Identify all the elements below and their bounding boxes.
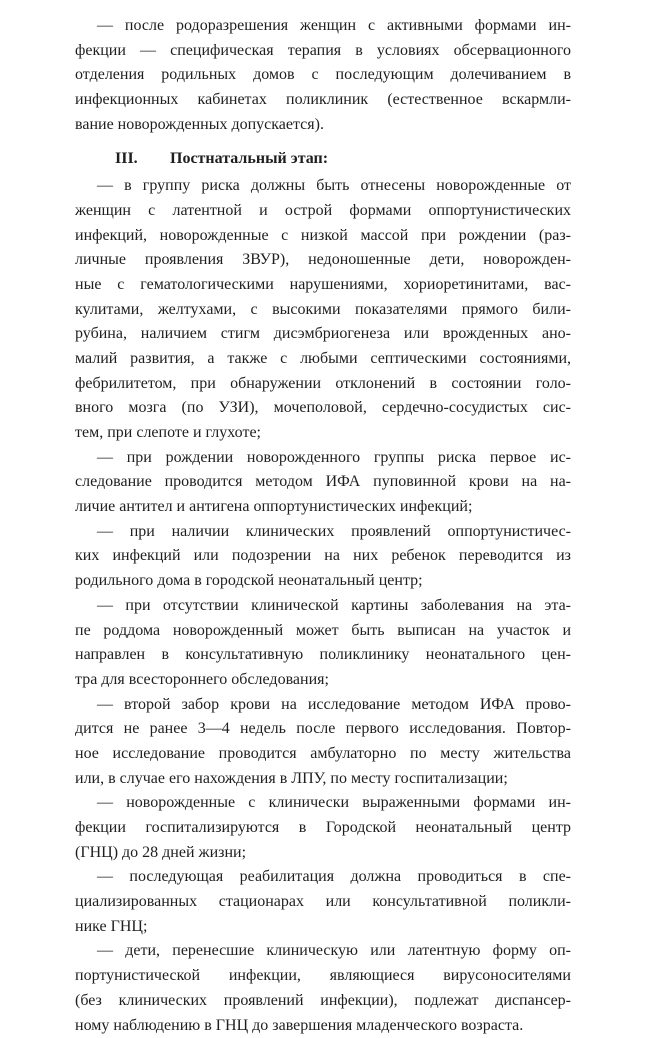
paragraph-transfer [75, 520, 571, 594]
text-line: личные проявления ЗВУР), недоношенные дети, новорожден- [75, 248, 571, 273]
text-line: — при рождении новорожденного группы риска первое ис- [75, 446, 571, 471]
text-line: — второй забор крови на исследование методом ИФА прово- [75, 693, 571, 718]
section-title: Постнатальный этап: [170, 147, 328, 172]
text-line: циализированных стационарах или консультативной поликли- [75, 890, 571, 915]
paragraph-second-test [75, 693, 571, 792]
text-line: дится не ранее 3—4 недель после первого исследования. Повтор- [75, 717, 571, 742]
text-line: фебрилитетом, при обнаружении отклонений в состоянии голо- [75, 372, 571, 397]
text-line: ные с гематологическими нарушениями, хориоретинитами, вас- [75, 273, 571, 298]
text-line: инфекций, новорожденные с низкой массой при рождении (раз- [75, 224, 571, 249]
text-line: кулитами, желтухами, с высокими показателями прямого били- [75, 298, 571, 323]
text-line: направлен в консультативную поликлинику неонатального цен- [75, 643, 571, 668]
paragraph-risk-group [75, 174, 571, 446]
text-line: портунистической инфекции, являющиеся вирусоносителями [75, 964, 571, 989]
text-line: тра для всестороннего обследования; [75, 668, 571, 693]
text-line: женщин с латентной и острой формами оппортунистических [75, 199, 571, 224]
text-line: — в группу риска должны быть отнесены новорожденные от [75, 174, 571, 199]
section-number: III. [115, 147, 138, 172]
text-line: — дети, перенесшие клиническую или латентную форму оп- [75, 939, 571, 964]
paragraph-discharge [75, 594, 571, 693]
text-line: личие антител и антигена оппортунистических инфекций; [75, 495, 571, 520]
text-line: рубина, наличием стигм дисэмбриогенеза или врожденных ано- [75, 322, 571, 347]
text-line: (без клинических проявлений инфекции), подлежат диспансер- [75, 989, 571, 1014]
paragraph-dispensary [75, 939, 571, 1038]
text-line: родильного дома в городской неонатальный центр; [75, 569, 571, 594]
text-line: — новорожденные с клинически выраженными формами ин- [75, 791, 571, 816]
text-line: или, в случае его нахождения в ЛПУ, по месту госпитализации; [75, 767, 571, 792]
text-line: нике ГНЦ; [75, 915, 571, 940]
text-line: фекции — специфическая терапия в условиях обсервационного [75, 39, 571, 64]
page-text [75, 14, 571, 1038]
text-line: ному наблюдению в ГНЦ до завершения младенческого возраста. [75, 1014, 571, 1038]
text-line: инфекционных кабинетах поликлиник (естественное вскармли- [75, 88, 571, 113]
text-line: вного мозга (по УЗИ), мочеполовой, сердечно-сосудистых сис- [75, 396, 571, 421]
text-line: — при отсутствии клинической картины заболевания на эта- [75, 594, 571, 619]
text-line: малий развития, а также с любыми септическими состояниями, [75, 347, 571, 372]
text-line: фекции госпитализируются в Городской неонатальный центр [75, 816, 571, 841]
text-line: — при наличии клинических проявлений оппортунистичес- [75, 520, 571, 545]
paragraph-hospitalization [75, 791, 571, 865]
text-line: ное исследование проводится амбулаторно по месту жительства [75, 742, 571, 767]
text-line: — последующая реабилитация должна проводиться в спе- [75, 865, 571, 890]
text-line: следование проводится методом ИФА пуповинной крови на на- [75, 470, 571, 495]
text-line: ких инфекций или подозрении на них ребенок переводится из [75, 544, 571, 569]
paragraph-rehabilitation [75, 865, 571, 939]
text-line: тем, при слепоте и глухоте; [75, 421, 571, 446]
section-heading [75, 147, 571, 172]
intro-paragraph [75, 14, 571, 137]
text-line: вание новорожденных допускается). [75, 113, 571, 138]
text-line: пе роддома новорожденный может быть выписан на участок и [75, 619, 571, 644]
text-line: — после родоразрешения женщин с активными формами ин- [75, 14, 571, 39]
paragraph-first-test [75, 446, 571, 520]
text-line: (ГНЦ) до 28 дней жизни; [75, 841, 571, 866]
text-line: отделения родильных домов с последующим долечиванием в [75, 63, 571, 88]
